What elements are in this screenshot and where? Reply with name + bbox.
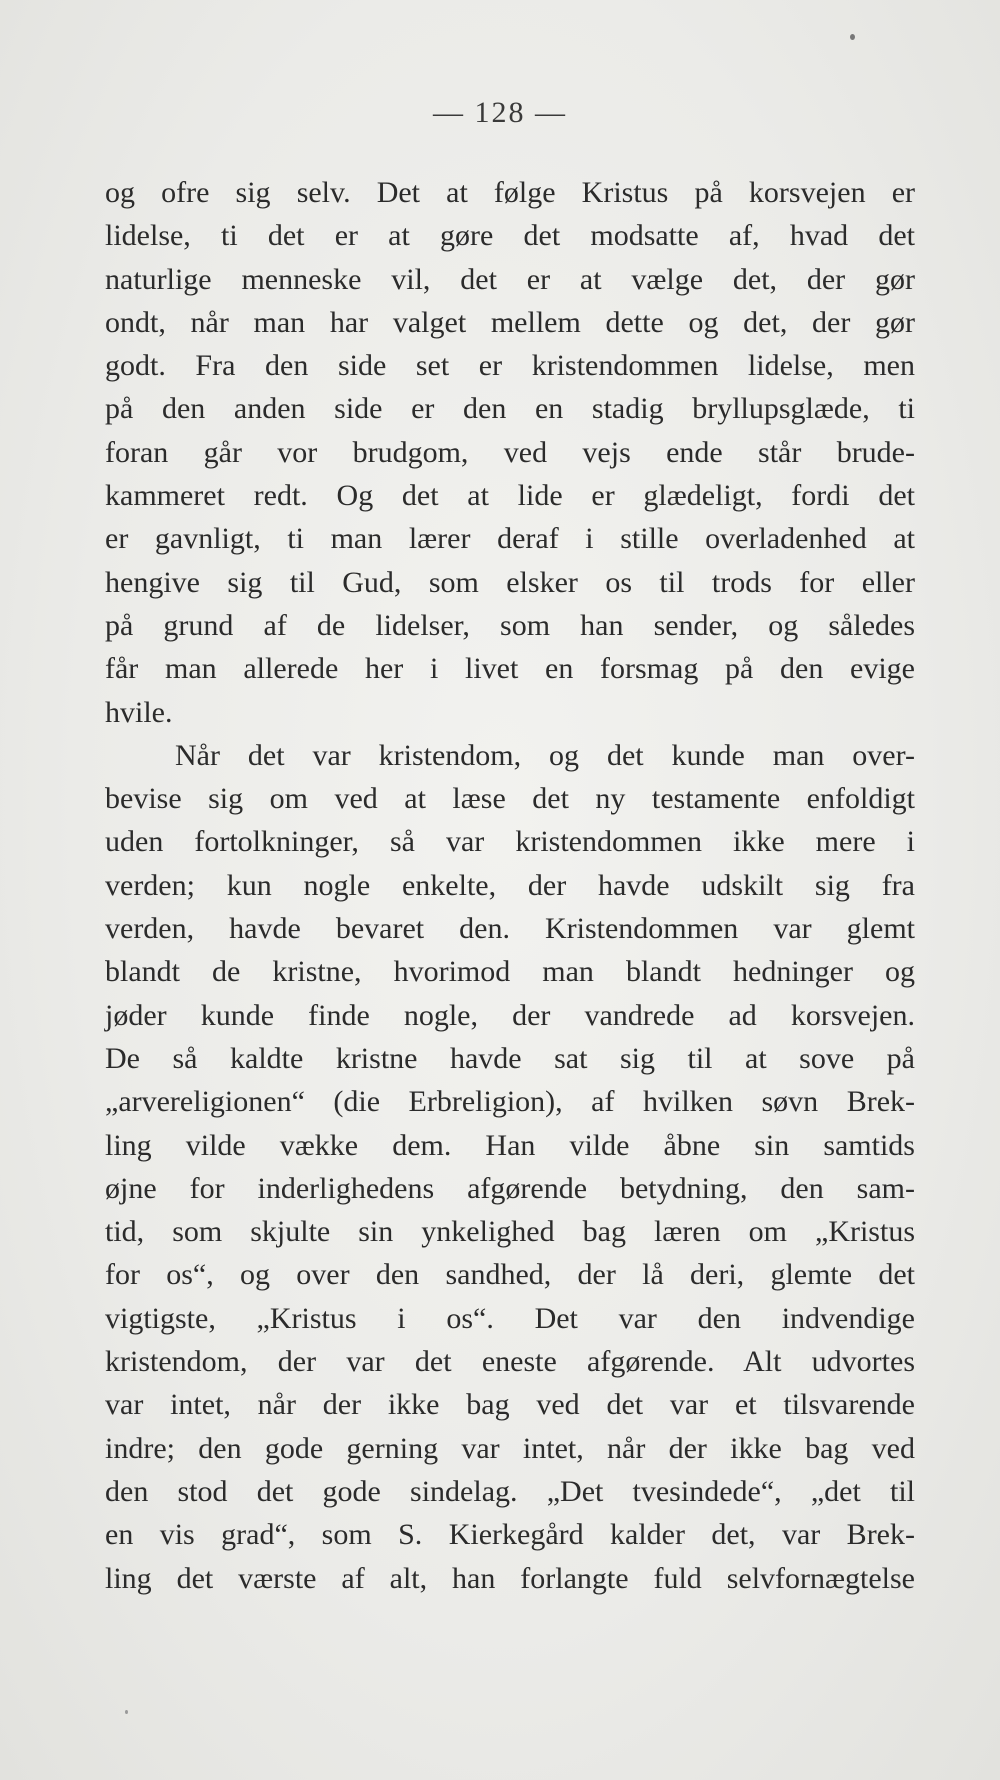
- text-line: ling det værste af alt, han forlangte fuld selvfornægtelse: [105, 1561, 915, 1595]
- text-line: er gavnligt, ti man lærer deraf i stille overladenhed at: [105, 522, 915, 556]
- text-line: for os“, og over den sandhed, der lå deri, glemte det: [105, 1258, 915, 1292]
- text-line: var intet, når der ikke bag ved det var et tilsvarende: [105, 1388, 915, 1422]
- text-line: kammeret redt. Og det at lide er glædeligt, fordi det: [105, 479, 915, 513]
- text-line: får man allerede her i livet en forsmag på den evige: [105, 652, 915, 686]
- text-line: på den anden side er den en stadig bryllupsglæde, ti: [105, 392, 915, 426]
- text-line: en vis grad“, som S. Kierkegård kalder det, var Brek-: [105, 1518, 915, 1552]
- text-line: den stod det gode sindelag. „Det tvesindede“, „det til: [105, 1474, 915, 1508]
- text-line: ondt, når man har valget mellem dette og det, der gør: [105, 305, 915, 339]
- text-line: blandt de kristne, hvorimod man blandt hedninger og: [105, 955, 915, 989]
- print-speck: [125, 1710, 128, 1714]
- text-line: hengive sig til Gud, som elsker os til trods for eller: [105, 565, 915, 599]
- print-speck: [850, 34, 855, 40]
- page-number: — 128 —: [433, 96, 567, 129]
- text-line: ling vilde vække dem. Han vilde åbne sin samtids: [105, 1128, 915, 1162]
- text-line: naturlige menneske vil, det er at vælge det, der gør: [105, 262, 915, 296]
- text-line: verden, havde bevaret den. Kristendommen var glemt: [105, 912, 915, 946]
- text-line: indre; den gode gerning var intet, når der ikke bag ved: [105, 1431, 915, 1465]
- text-line: godt. Fra den side set er kristendommen lidelse, men: [105, 349, 915, 383]
- text-line: verden; kun nogle enkelte, der havde udskilt sig fra: [105, 868, 915, 902]
- text-line: vigtigste, „Kristus i os“. Det var den indvendige: [105, 1301, 915, 1335]
- text-line: på grund af de lidelser, som han sender, og således: [105, 608, 915, 642]
- text-line: øjne for inderlighedens afgørende betydning, den sam-: [105, 1171, 915, 1205]
- text-line: uden fortolkninger, så var kristendommen ikke mere i: [105, 825, 915, 859]
- text-line: De så kaldte kristne havde sat sig til at sove på: [105, 1041, 915, 1075]
- text-line: lidelse, ti det er at gøre det modsatte af, hvad det: [105, 219, 915, 253]
- text-line: Når det var kristendom, og det kunde man over-: [175, 738, 915, 772]
- text-line: foran går vor brudgom, ved vejs ende står brude-: [105, 435, 915, 469]
- text-line: jøder kunde finde nogle, der vandrede ad korsvejen.: [105, 998, 915, 1032]
- text-line: hvile.: [105, 695, 173, 729]
- body-text: [105, 171, 915, 1600]
- text-line: „arvereligionen“ (die Erbreligion), af hvilken søvn Brek-: [105, 1085, 915, 1119]
- text-line: bevise sig om ved at læse det ny testamente enfoldigt: [105, 782, 915, 816]
- text-line: og ofre sig selv. Det at følge Kristus på korsvejen er: [105, 176, 915, 209]
- text-line: tid, som skjulte sin ynkelighed bag læren om „Kristus: [105, 1215, 915, 1249]
- text-line: kristendom, der var det eneste afgørende. Alt udvortes: [105, 1345, 915, 1379]
